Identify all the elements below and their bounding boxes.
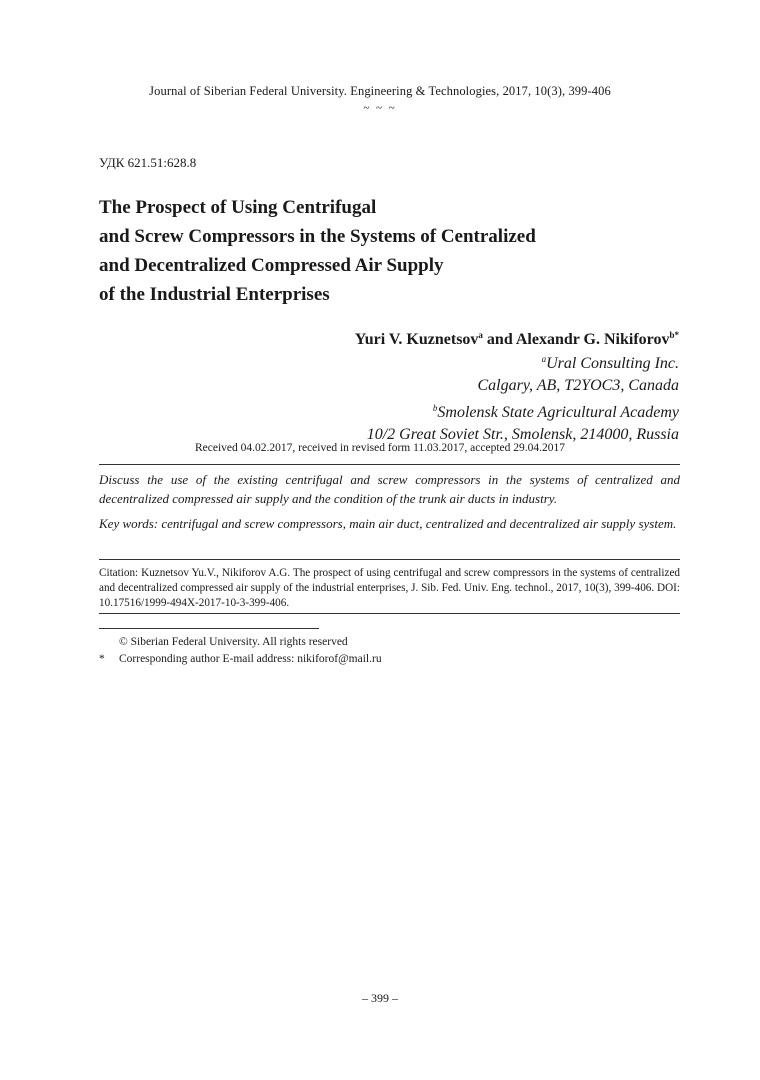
copyright-note [99,634,382,651]
affiliation-b-name [367,397,679,424]
affiliation-a-org: Ural Consulting Inc. [546,355,679,372]
title-line-4: of the Industrial Enterprises [99,284,330,305]
citation-bottom-rule [99,613,680,614]
author-1: Yuri V. Kuznetsov [354,331,479,348]
title-line-2: and Screw Compressors in the Systems of Centralized [99,226,536,247]
footnote-rule [99,628,319,629]
citation: Citation: Kuznetsov Yu.V., Nikiforov A.G. The prospect of using centrifugal and screw compressors in the systems of centralized and decentralized compressed air supply of the industrial enterprises, J. Sib. Fed. Univ. Eng. technol., 2017, 10(3), 399-406. DOI: 10.17516/1999-494X-2017-10-3-399-406. [99,567,680,609]
paper-title [99,193,679,309]
affiliation-a-mark: a [541,354,547,364]
author-1-affiliation-mark: a [478,330,483,340]
journal-header: Journal of Siberian Federal University. Engineering & Technologies, 2017, 10(3), 399-406 [149,84,611,98]
footnotes [99,634,382,668]
corresponding-text: Corresponding author E-mail address: nikiforof@mail.ru [119,653,382,665]
affiliation-b-org: Smolensk State Agricultural Academy [437,404,679,421]
author-2: Alexandr G. Nikiforov [515,331,670,348]
author-list [355,330,679,349]
author-2-affiliation-mark: b* [669,330,679,340]
citation-top-rule [99,559,680,560]
header-ornament: ~ ~ ~ [363,102,397,114]
corresponding-note [99,651,382,668]
affiliation-b-mark: b [432,403,438,413]
keywords: Key words: centrifugal and screw compressors, main air duct, centralized and decentralized air supply system. [99,516,677,531]
received-dates: Received 04.02.2017, received in revised form 11.03.2017, accepted 29.04.2017 [194,442,566,454]
title-line-1: The Prospect of Using Centrifugal [99,197,377,218]
copyright-text: © Siberian Federal University. All rights reserved [119,636,348,648]
affiliation-b-address: 10/2 Great Soviet Str., Smolensk, 214000, Russia [366,426,679,443]
author-conjunction: and [482,331,516,348]
title-line-3: and Decentralized Compressed Air Supply [99,255,444,276]
affiliations [367,348,679,446]
abstract-top-rule [99,464,680,465]
affiliation-a-address: Calgary, AB, T2YOC3, Canada [477,377,679,394]
corresponding-mark: * [99,653,105,665]
abstract: Discuss the use of the existing centrifugal and screw compressors in the systems of centralized and decentralized compressed air supply and the condition of the trunk air ducts in industry. [99,472,680,506]
page-number: – 399 – [362,991,398,1005]
udk-code: УДК 621.51:628.8 [99,155,197,170]
affiliation-a-name [367,348,679,375]
